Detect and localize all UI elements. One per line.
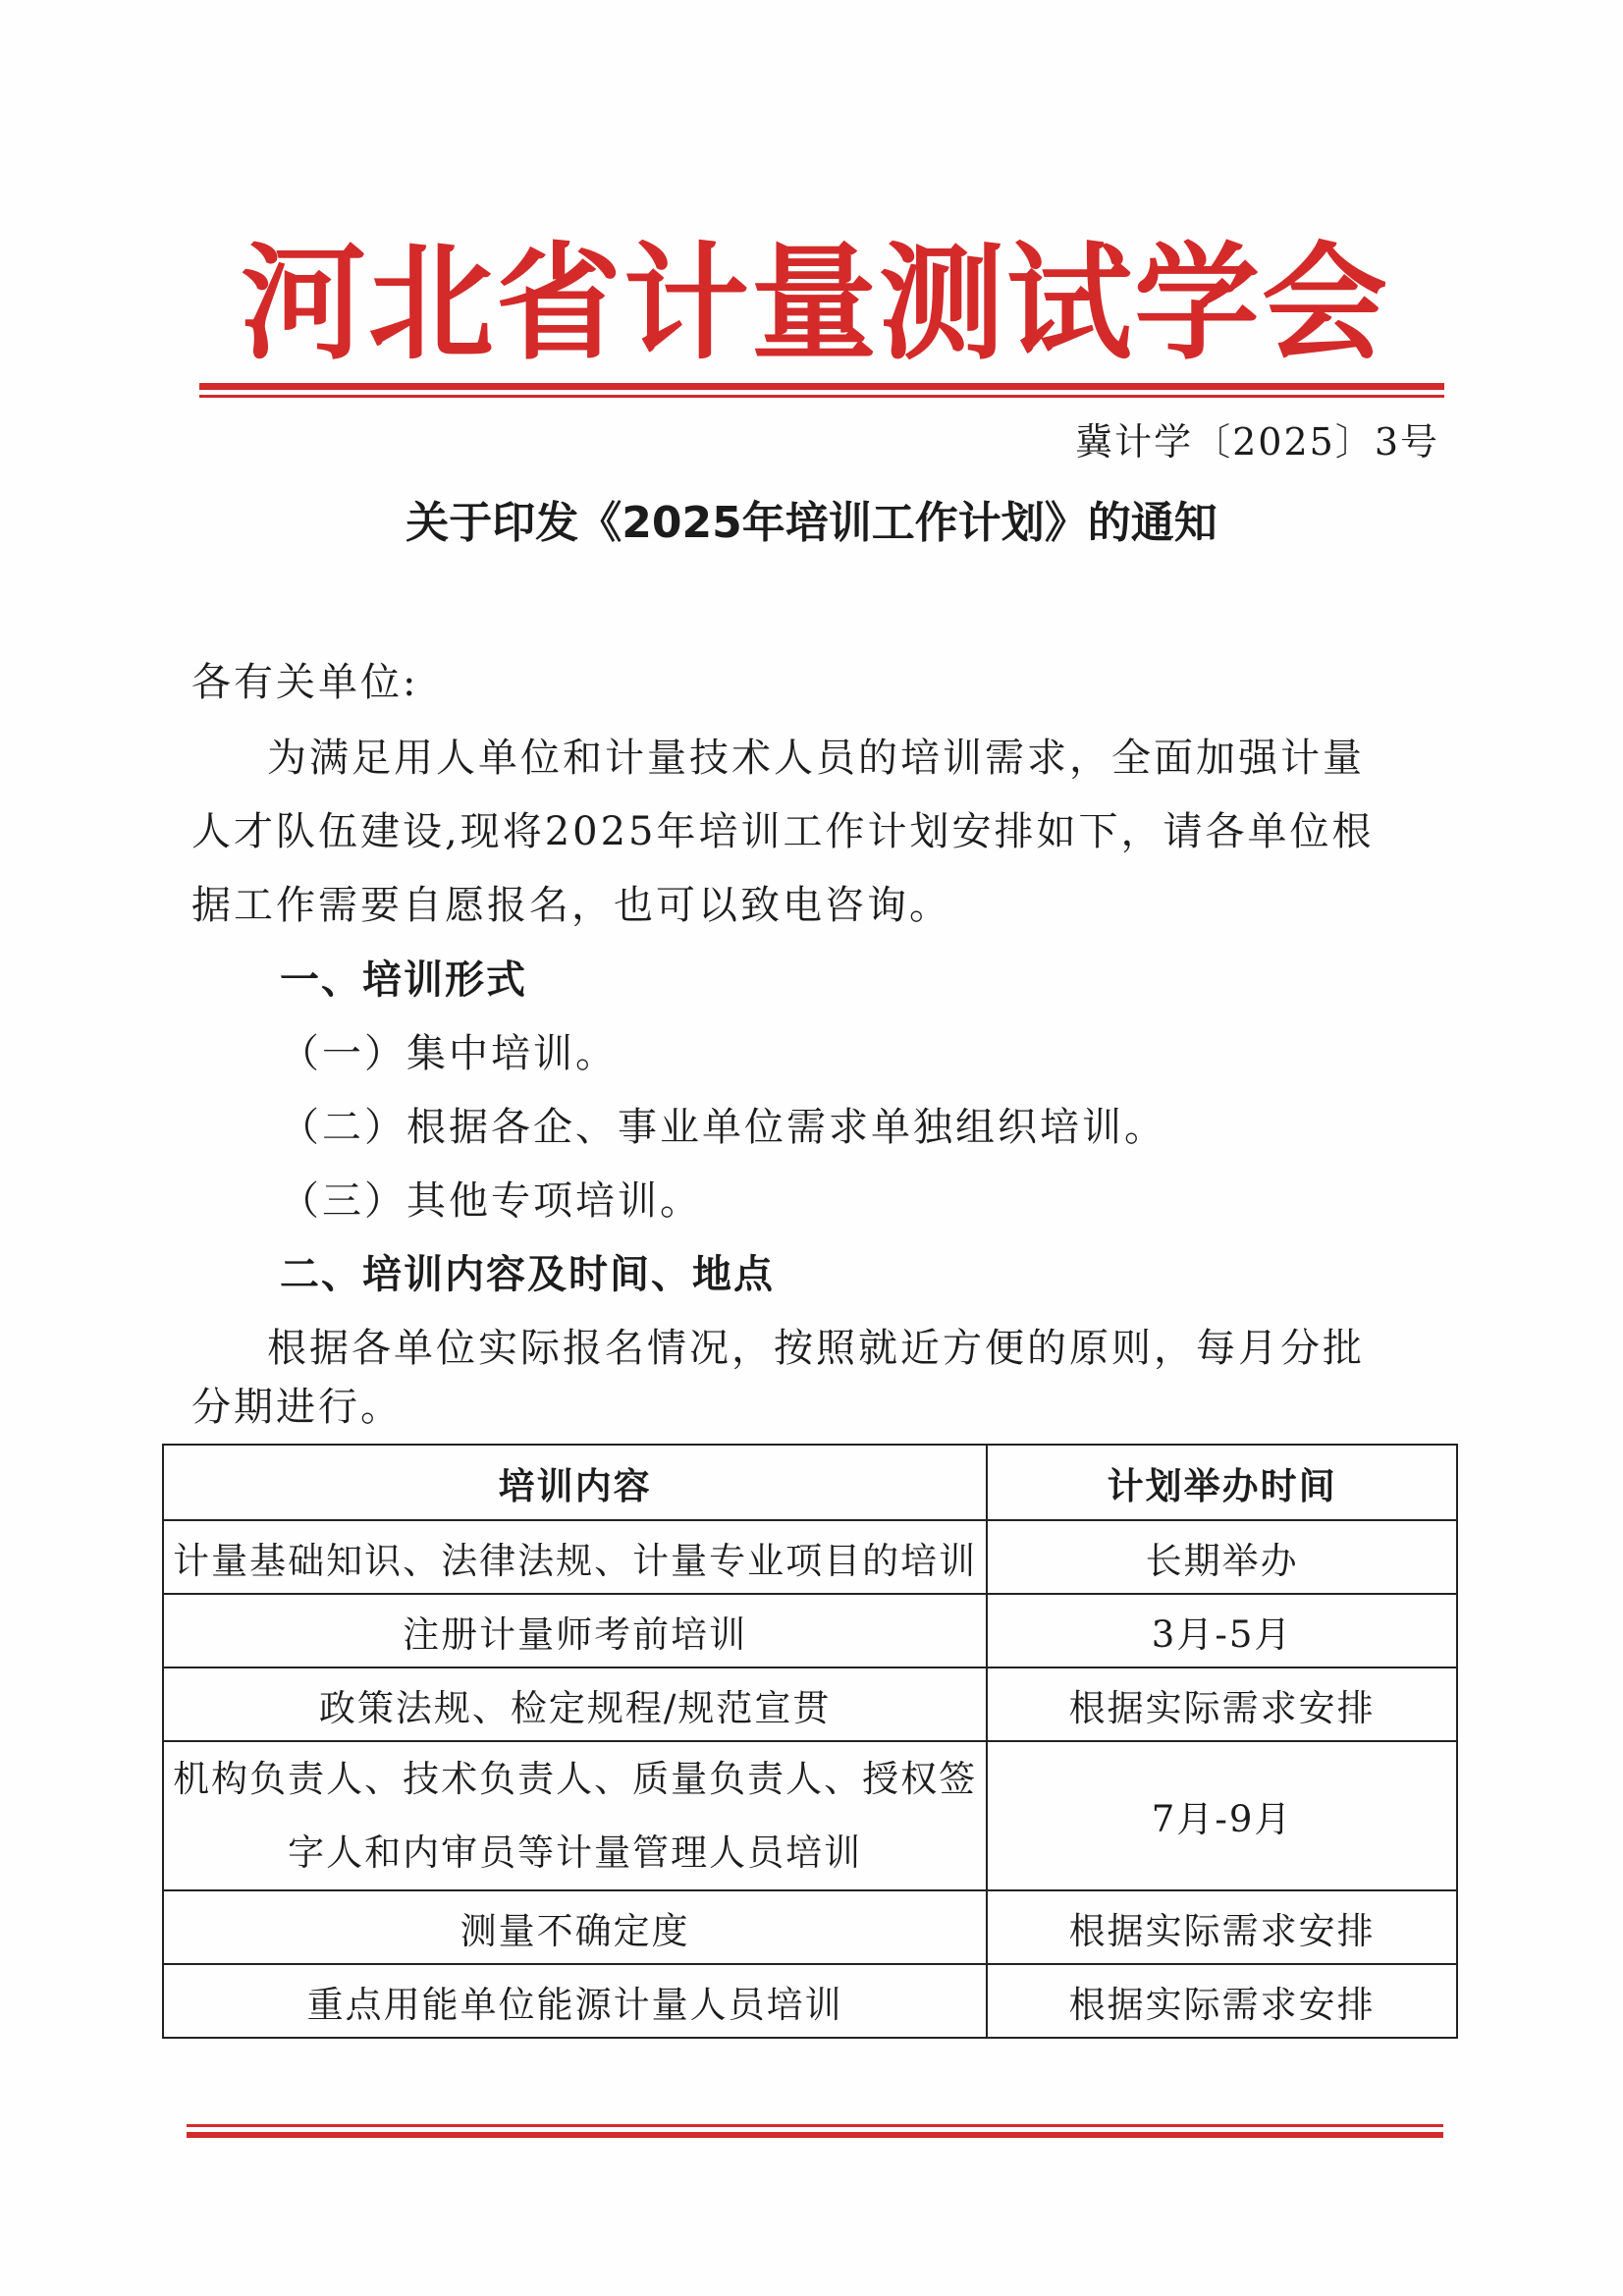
table-row (163, 1741, 1457, 1890)
intro-line-3: 据工作需要自愿报名，也可以致电咨询。 (191, 883, 951, 928)
row-time: 7月-9月 (987, 1741, 1457, 1890)
row-content-multiline (163, 1741, 987, 1890)
masthead-title: 河北省计量测试学会 (240, 231, 1389, 377)
row-content: 计量基础知识、法律法规、计量专业项目的培训 (163, 1520, 987, 1594)
intro-line-1: 为满足用人单位和计量技术人员的培训需求，全面加强计量 (267, 736, 1365, 781)
section-1-heading: 一、培训形式 (280, 957, 527, 1003)
row-content-line-2: 字人和内审员等计量管理人员培训 (288, 1831, 863, 1874)
row-time: 长期举办 (987, 1520, 1457, 1594)
section-2-line-1: 根据各单位实际报名情况，按照就近方便的原则，每月分批 (267, 1326, 1365, 1371)
table-row (163, 1594, 1457, 1667)
header-content: 培训内容 (163, 1445, 987, 1520)
table-row (163, 1667, 1457, 1741)
masthead-rule-thick (199, 383, 1444, 390)
table-row (163, 1520, 1457, 1594)
row-time: 根据实际需求安排 (987, 1890, 1457, 1964)
document-number: 冀计学〔2025〕3号 (1075, 420, 1439, 464)
section-2-line-2: 分期进行。 (191, 1385, 403, 1430)
table-row (163, 1890, 1457, 1964)
footer-rule-thin (187, 2124, 1443, 2127)
section-1-item-1: （一）集中培训。 (280, 1031, 618, 1076)
section-1-item-2: （二）根据各企、事业单位需求单独组织培训。 (280, 1105, 1166, 1150)
footer-rule-thick (187, 2132, 1443, 2138)
training-plan-table (162, 1444, 1458, 2039)
masthead-rule-thin (199, 395, 1444, 398)
row-content: 测量不确定度 (163, 1890, 987, 1964)
row-time: 根据实际需求安排 (987, 1667, 1457, 1741)
row-content: 政策法规、检定规程/规范宣贯 (163, 1667, 987, 1741)
section-2-heading: 二、培训内容及时间、地点 (280, 1252, 775, 1297)
header-time: 计划举办时间 (987, 1445, 1457, 1520)
row-content: 注册计量师考前培训 (163, 1594, 987, 1667)
salutation: 各有关单位: (191, 660, 419, 705)
row-content: 重点用能单位能源计量人员培训 (163, 1964, 987, 2038)
document-title: 关于印发《2025年培训工作计划》的通知 (406, 498, 1217, 548)
table-header-row (163, 1445, 1457, 1520)
section-1-item-3: （三）其他专项培训。 (280, 1178, 702, 1224)
intro-line-2: 人才队伍建设,现将2025年培训工作计划安排如下，请各单位根 (191, 809, 1375, 854)
row-content-line-1: 机构负责人、技术负责人、质量负责人、授权签 (173, 1758, 978, 1800)
table-row (163, 1964, 1457, 2038)
row-time: 3月-5月 (987, 1594, 1457, 1667)
row-time: 根据实际需求安排 (987, 1964, 1457, 2038)
